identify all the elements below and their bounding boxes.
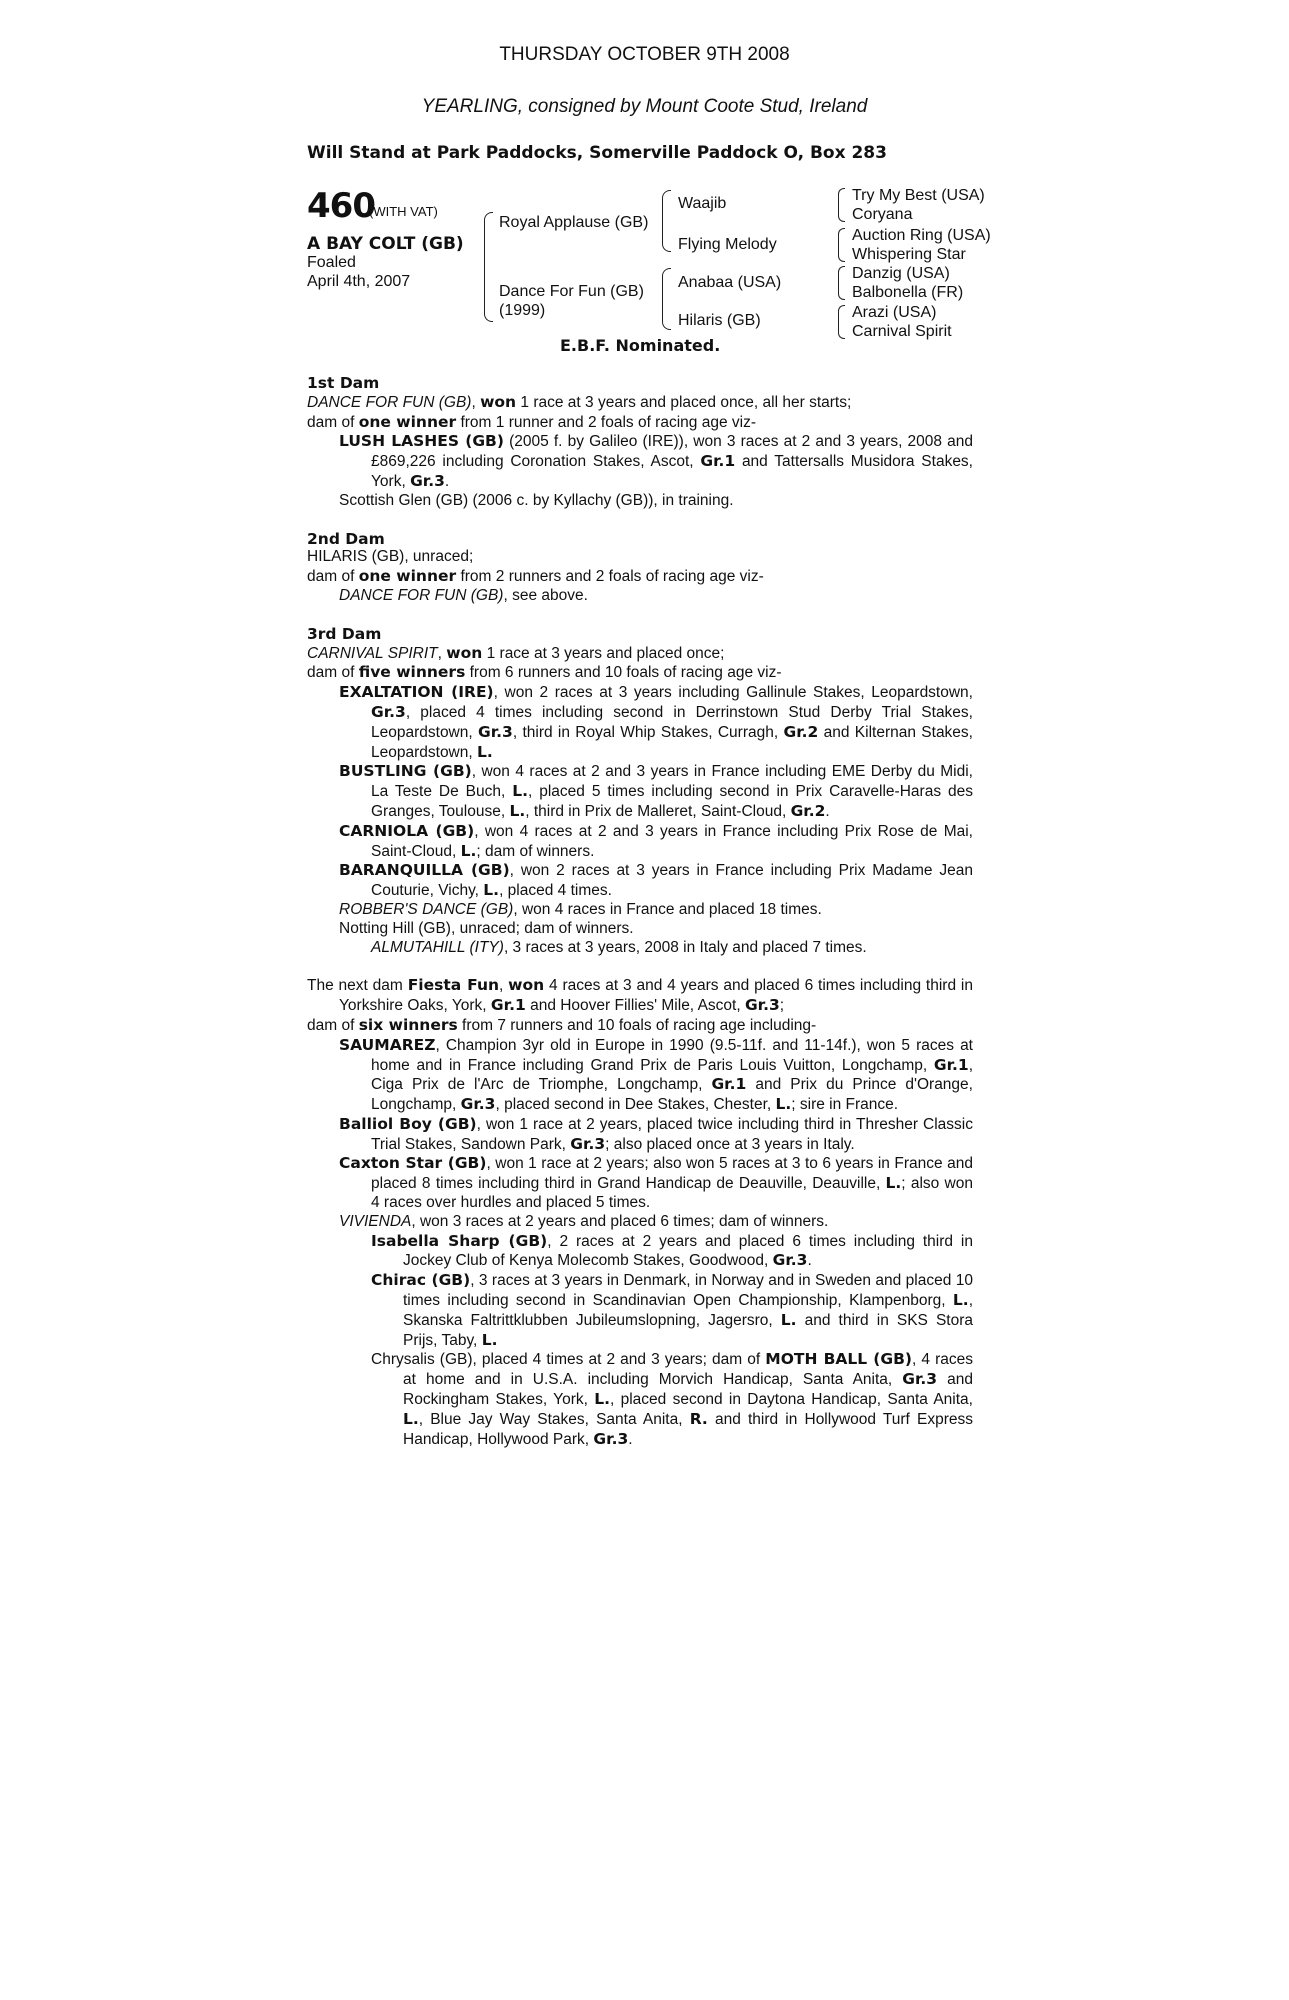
pedigree-dam-year: (1999) xyxy=(499,302,546,319)
notting-hill-entry: Notting Hill (GB), unraced; dam of winners. xyxy=(339,919,634,937)
pedigree-sss: Try My Best (USA) xyxy=(852,187,985,204)
second-dam-line: HILARIS (GB), unraced; xyxy=(307,548,474,566)
pedigree-sire-dam: Flying Melody xyxy=(678,236,777,253)
pedigree-brace-ss xyxy=(838,188,845,222)
pedigree-brace-sd xyxy=(838,228,845,262)
consignor-line: YEARLING, consigned by Mount Coote Stud, Ireland xyxy=(421,96,868,117)
pedigree-sire-sire: Waajib xyxy=(678,195,727,212)
ebf-note: E.B.F. Nominated. xyxy=(560,336,721,355)
isabella-sharp-entry: Isabella Sharp (GB), 2 races at 2 years and placed 6 times including third in Jockey Club of Kenya Molecomb Stakes, Goodwood, Gr.3. xyxy=(371,1231,973,1270)
pedigree-sire: Royal Applause (GB) xyxy=(499,214,649,231)
pedigree-dam: Dance For Fun (GB) xyxy=(499,283,644,300)
foaled-date: April 4th, 2007 xyxy=(307,273,411,290)
scottish-glen-entry: Scottish Glen (GB) (2006 c. by Kyllachy (GB)), in training. xyxy=(339,491,734,509)
chirac-entry: Chirac (GB), 3 races at 3 years in Denmark, in Norway and in Sweden and placed 10 times including second in Scandinavian Open Championship, Klampenborg, L., Skanska Faltrittklubben Jubileumslopning, Jagersro, L. and third in SKS Stora Prijs, Taby, L. xyxy=(371,1271,974,1349)
almutahill-entry: ALMUTAHILL (ITY), 3 races at 3 years, 2008 in Italy and placed 7 times. xyxy=(371,938,867,956)
balliol-boy-entry: Balliol Boy (GB), won 1 race at 2 years, placed twice including third in Thresher Classic Trial Stakes, Sandown Park, Gr.3; also placed once at 3 years in Italy. xyxy=(339,1114,973,1153)
caxton-star-entry: Caxton Star (GB), won 1 race at 2 years; also won 5 races at 3 to 6 years in France and placed 8 times including third in Grand Handicap de Deauville, Deauville, L.; also won 4 races over hurdles and placed 5 times. xyxy=(339,1154,973,1212)
first-dam-heading: 1st Dam xyxy=(307,374,380,392)
chrysalis-entry: Chrysalis (GB), placed 4 times at 2 and 3 years; dam of MOTH BALL (GB), 4 races at home and in U.S.A. including Morvich Handicap, Santa Anita, Gr.3 and Rockingham Stakes, York, L., placed second in Daytona Handicap, Santa Anita, L., Blue Jay Way Stakes, Santa Anita, R. and third in Hollywood Turf Express Handicap, Hollywood Park, Gr.3. xyxy=(371,1350,974,1448)
second-dam-produce: dam of one winner from 2 runners and 2 foals of racing age viz- xyxy=(307,567,764,586)
pedigree-dsd: Balbonella (FR) xyxy=(852,284,964,301)
baranquilla-entry: BARANQUILLA (GB), won 2 races at 3 years in France including Prix Madame Jean Couturie, Vichy, L., placed 4 times. xyxy=(339,861,973,900)
pedigree-sds: Auction Ring (USA) xyxy=(852,227,991,244)
pedigree-ddd: Carnival Spirit xyxy=(852,323,952,340)
lot-number: 460 xyxy=(307,186,375,226)
third-dam-heading: 3rd Dam xyxy=(307,624,382,643)
carniola-entry: CARNIOLA (GB), won 4 races at 2 and 3 years in France including Prix Rose de Mai, Saint-Cloud, L.; dam of winners. xyxy=(339,821,973,860)
lush-lashes-entry: LUSH LASHES (GB) (2005 f. by Galileo (IRE)), won 3 races at 2 and 3 years, 2008 and £869,226 including Coronation Stakes, Ascot, Gr.1 and Tattersalls Musidora Stakes, York, Gr.3. xyxy=(339,432,974,490)
next-dam-produce: dam of six winners from 7 runners and 10 foals of racing age including- xyxy=(307,1015,817,1034)
stand-location: Will Stand at Park Paddocks, Somerville Paddock O, Box 283 xyxy=(307,143,887,163)
saumarez-entry: SAUMAREZ, Champion 3yr old in Europe in 1990 (9.5-11f. and 11-14f.), won 5 races at home and in France including Grand Prix de Paris Louis Vuitton, Longchamp, Gr.1, Ciga Prix de l'Arc de Triomphe, Longchamp, Gr.1 and Prix du Prince d'Orange, Longchamp, Gr.3, placed second in Dee Stakes, Chester, L.; sire in France. xyxy=(339,1035,973,1114)
vat-note: (WITH VAT) xyxy=(369,204,438,219)
first-dam-produce: dam of one winner from 1 runner and 2 foals of racing age viz- xyxy=(307,412,756,431)
first-dam-line: DANCE FOR FUN (GB), won 1 race at 3 years and placed once, all her starts; xyxy=(307,392,852,411)
pedigree-dds: Arazi (USA) xyxy=(852,304,937,321)
pedigree-brace-dam xyxy=(662,268,671,330)
foaled-label: Foaled xyxy=(307,254,356,271)
pedigree-sdd: Whispering Star xyxy=(852,246,966,263)
pedigree-brace-dd xyxy=(838,305,845,339)
bustling-entry: BUSTLING (GB), won 4 races at 2 and 3 years in France including EME Derby du Midi, La Teste De Buch, L., placed 5 times including second in Prix Caravelle-Haras des Granges, Toulouse, L., third in Prix de Malleret, Saint-Cloud, Gr.2. xyxy=(339,762,973,820)
third-dam-line: CARNIVAL SPIRIT, won 1 race at 3 years and placed once; xyxy=(307,643,725,662)
next-dam-line: The next dam Fiesta Fun, won 4 races at 3 and 4 years and placed 6 times including third in Yorkshire Oaks, York, Gr.1 and Hoover Fillies' Mile, Ascot, Gr.3; xyxy=(307,976,973,1015)
exaltation-entry: EXALTATION (IRE), won 2 races at 3 years including Gallinule Stakes, Leopardstown, Gr.3, placed 4 times including second in Derrinstown Stud Derby Trial Stakes, Leopardstown, Gr.3, third in Royal Whip Stakes, Curragh, Gr.2 and Kilternan Stakes, Leopardstown, L. xyxy=(339,683,973,761)
dam-details xyxy=(307,374,973,1449)
second-dam-heading: 2nd Dam xyxy=(307,529,385,548)
lot-title: A BAY COLT (GB) xyxy=(307,234,464,254)
pedigree-dss: Danzig (USA) xyxy=(852,265,950,282)
robbers-dance-entry: ROBBER'S DANCE (GB), won 4 races in France and placed 18 times. xyxy=(339,900,822,918)
pedigree-brace-sire xyxy=(662,190,671,252)
third-dam-produce: dam of five winners from 6 runners and 10 foals of racing age viz- xyxy=(307,663,782,682)
pedigree-brace-main xyxy=(484,212,493,322)
pedigree-dam-dam: Hilaris (GB) xyxy=(678,312,761,329)
pedigree-dam-sire: Anabaa (USA) xyxy=(678,274,782,291)
pedigree-ssd: Coryana xyxy=(852,206,913,223)
vivienda-entry: VIVIENDA, won 3 races at 2 years and placed 6 times; dam of winners. xyxy=(339,1212,829,1230)
sale-date: THURSDAY OCTOBER 9TH 2008 xyxy=(499,44,790,65)
pedigree-brace-ds xyxy=(838,266,845,300)
second-dam-offspring: DANCE FOR FUN (GB), see above. xyxy=(339,586,588,604)
